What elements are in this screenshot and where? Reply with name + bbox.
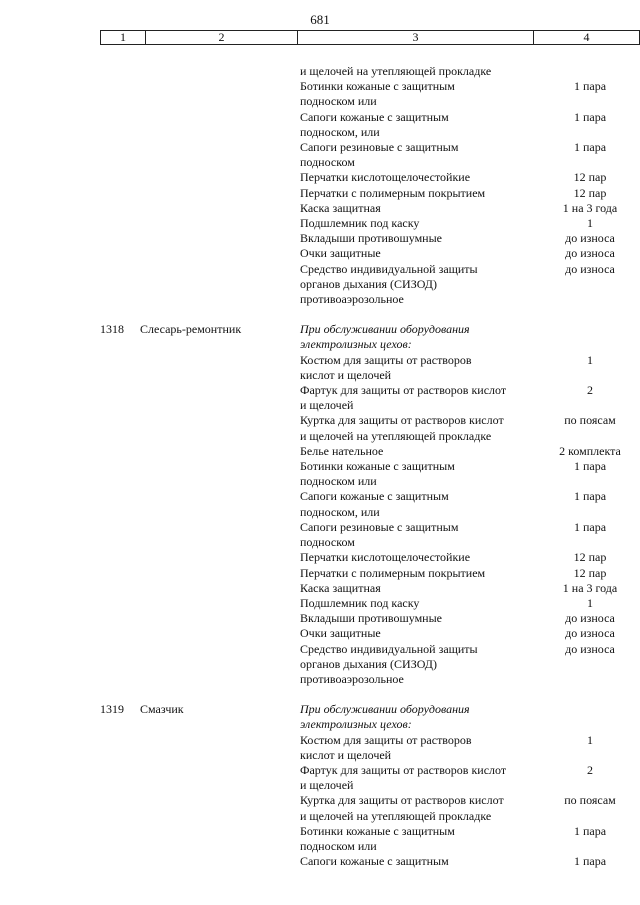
equipment-item: Фартук для защиты от растворов кислот (300, 383, 507, 398)
profession-name (140, 642, 300, 657)
profession-name (140, 474, 300, 489)
equipment-item: Перчатки кислотощелочестойкие (300, 550, 471, 565)
table-row (0, 337, 640, 352)
header-col-2: 2 (146, 31, 298, 44)
item-number (100, 246, 140, 261)
item-number (100, 231, 140, 246)
equipment-item: подноском (300, 155, 355, 170)
item-number (100, 292, 140, 307)
equipment-item: и щелочей на утепляющей прокладке (300, 64, 492, 78)
table-row (0, 353, 640, 368)
equipment-quantity (545, 94, 635, 109)
table-row (0, 550, 640, 565)
item-number (100, 110, 140, 125)
equipment-item: При обслуживании оборудования (300, 322, 470, 337)
profession-name (140, 626, 300, 641)
profession-name (140, 262, 300, 277)
item-number (100, 125, 140, 140)
item-number (100, 839, 140, 854)
equipment-item: При обслуживании оборудования (300, 702, 470, 717)
table-row (0, 110, 640, 125)
table-row (0, 596, 640, 611)
equipment-quantity (545, 809, 635, 824)
equipment-quantity: по поясам (564, 793, 616, 808)
equipment-quantity: 2 комплекта (559, 443, 621, 458)
table-row (0, 809, 640, 824)
equipment-item: Перчатки с полимерным покрытием (300, 565, 486, 580)
equipment-quantity: 1 пара (573, 79, 607, 94)
table-row (0, 186, 640, 201)
table-body (0, 64, 640, 869)
item-number (100, 672, 140, 687)
equipment-quantity (545, 64, 635, 79)
table-row (0, 246, 640, 261)
equipment-item: Подшлемник под каску (300, 216, 420, 231)
table-row (0, 459, 640, 474)
item-number (100, 733, 140, 748)
item-number (100, 201, 140, 216)
item-number (100, 216, 140, 231)
profession-name (140, 429, 300, 444)
profession-name (140, 809, 300, 824)
equipment-quantity: 1 (587, 732, 593, 747)
profession-name (140, 94, 300, 109)
table-row (0, 793, 640, 808)
profession-name (140, 550, 300, 565)
equipment-item: подноском или (300, 838, 377, 853)
equipment-item: подноском, или (300, 124, 380, 139)
profession-name (140, 489, 300, 504)
equipment-quantity: до износа (565, 626, 615, 641)
item-number (100, 566, 140, 581)
profession-name (140, 64, 300, 79)
profession-name (140, 140, 300, 155)
profession-name: Смазчик (140, 702, 184, 717)
profession-name (140, 505, 300, 520)
table-row (0, 413, 640, 428)
profession-name (140, 201, 300, 216)
equipment-quantity (545, 702, 635, 717)
profession-name (140, 170, 300, 185)
equipment-quantity: 1 на 3 года (562, 580, 618, 595)
equipment-item: противоаэрозольное (300, 292, 404, 307)
equipment-quantity (545, 748, 635, 763)
item-number (100, 642, 140, 657)
equipment-item: Куртка для защиты от растворов кислот (300, 793, 504, 808)
table-row (0, 125, 640, 140)
equipment-item: Вкладыши противошумные (300, 611, 442, 626)
item-number (100, 626, 140, 641)
table-row (0, 505, 640, 520)
table-row (0, 322, 640, 337)
item-number (100, 778, 140, 793)
equipment-item: Костюм для защиты от растворов (300, 352, 472, 367)
item-number (100, 550, 140, 565)
equipment-quantity: 1 пара (573, 519, 607, 534)
profession-name (140, 535, 300, 550)
table-row (0, 626, 640, 641)
equipment-item: Очки защитные (300, 626, 381, 641)
item-number (100, 748, 140, 763)
table-row (0, 170, 640, 185)
item-number: 1318 (100, 322, 124, 337)
item-number: 1319 (100, 702, 124, 717)
table-row (0, 383, 640, 398)
row-spacer (0, 687, 640, 702)
item-number (100, 459, 140, 474)
item-number (100, 262, 140, 277)
page-number: 681 (310, 12, 330, 27)
profession-name (140, 246, 300, 261)
item-number (100, 353, 140, 368)
equipment-quantity: до износа (565, 231, 615, 246)
table-row (0, 231, 640, 246)
equipment-quantity (545, 672, 635, 687)
header-col-4: 4 (583, 30, 590, 44)
item-number (100, 581, 140, 596)
equipment-item: органов дыхания (СИЗОД) (300, 276, 437, 291)
equipment-quantity: 12 пар (573, 185, 607, 200)
equipment-quantity: до износа (565, 641, 615, 656)
equipment-quantity (545, 398, 635, 413)
item-number (100, 79, 140, 94)
equipment-quantity (545, 322, 635, 337)
equipment-quantity (545, 474, 635, 489)
row-spacer (0, 307, 640, 322)
equipment-quantity (545, 292, 635, 307)
item-number (100, 170, 140, 185)
table-row (0, 398, 640, 413)
equipment-quantity: 12 пар (573, 565, 607, 580)
profession-name (140, 733, 300, 748)
item-number (100, 398, 140, 413)
equipment-quantity: 1 пара (573, 854, 607, 869)
profession-name (140, 110, 300, 125)
profession-name (140, 459, 300, 474)
equipment-quantity (545, 277, 635, 292)
equipment-item: Вкладыши противошумные (300, 231, 442, 246)
item-number (100, 368, 140, 383)
profession-name (140, 413, 300, 428)
item-number (100, 94, 140, 109)
equipment-quantity (545, 337, 635, 352)
table-row (0, 778, 640, 793)
equipment-quantity (545, 155, 635, 170)
table-row (0, 642, 640, 657)
item-number (100, 854, 140, 869)
equipment-item: Ботинки кожаные с защитным (300, 79, 455, 94)
item-number (100, 611, 140, 626)
table-row (0, 839, 640, 854)
equipment-item: Сапоги резиновые с защитным (300, 519, 459, 534)
equipment-quantity: 1 пара (573, 489, 607, 504)
table-header (100, 30, 640, 45)
item-number (100, 520, 140, 535)
item-number (100, 793, 140, 808)
item-number (100, 383, 140, 398)
equipment-item: Белье нательное (300, 443, 384, 458)
item-number (100, 429, 140, 444)
equipment-quantity (545, 717, 635, 732)
equipment-item: подноском или (300, 94, 377, 109)
equipment-quantity: до износа (565, 246, 615, 261)
profession-name (140, 292, 300, 307)
profession-name (140, 398, 300, 413)
profession-name (140, 657, 300, 672)
equipment-item: кислот и щелочей (300, 367, 392, 382)
table-row (0, 566, 640, 581)
profession-name (140, 839, 300, 854)
profession-name (140, 763, 300, 778)
equipment-quantity (545, 535, 635, 550)
table-row (0, 657, 640, 672)
table-row (0, 717, 640, 732)
table-row (0, 277, 640, 292)
profession-name (140, 854, 300, 869)
equipment-quantity: 2 (587, 383, 593, 398)
equipment-item: Перчатки с полимерным покрытием (300, 185, 486, 200)
table-row (0, 79, 640, 94)
table-row (0, 474, 640, 489)
profession-name (140, 824, 300, 839)
profession-name (140, 748, 300, 763)
equipment-quantity: 1 (587, 216, 593, 231)
table-row (0, 444, 640, 459)
profession-name (140, 566, 300, 581)
equipment-item: и щелочей (300, 778, 354, 793)
equipment-quantity: 12 пар (573, 170, 607, 185)
equipment-item: электролизных цехов: (300, 717, 412, 732)
equipment-item: и щелочей (300, 398, 354, 413)
table-row (0, 140, 640, 155)
equipment-item: электролизных цехов: (300, 337, 412, 352)
equipment-item: Средство индивидуальной защиты (300, 641, 478, 656)
equipment-quantity: 1 пара (573, 140, 607, 155)
equipment-quantity: по поясам (564, 413, 616, 428)
table-row (0, 216, 640, 231)
table-row (0, 429, 640, 444)
equipment-item: Сапоги кожаные с защитным (300, 489, 449, 504)
item-number (100, 337, 140, 352)
profession-name (140, 216, 300, 231)
table-row (0, 201, 640, 216)
equipment-item: Ботинки кожаные с защитным (300, 823, 455, 838)
table-row (0, 368, 640, 383)
profession-name (140, 368, 300, 383)
equipment-quantity (545, 429, 635, 444)
equipment-item: кислот и щелочей (300, 747, 392, 762)
item-number (100, 155, 140, 170)
table-row (0, 748, 640, 763)
equipment-quantity: 1 на 3 года (562, 200, 618, 215)
profession-name (140, 778, 300, 793)
table-row (0, 611, 640, 626)
table-row (0, 672, 640, 687)
table-row (0, 854, 640, 869)
equipment-quantity (545, 839, 635, 854)
item-number (100, 186, 140, 201)
item-number (100, 474, 140, 489)
profession-name (140, 581, 300, 596)
profession-name (140, 383, 300, 398)
profession-name (140, 444, 300, 459)
table-row (0, 733, 640, 748)
item-number (100, 64, 140, 79)
profession-name (140, 793, 300, 808)
equipment-item: противоаэрозольное (300, 671, 404, 686)
item-number (100, 505, 140, 520)
equipment-item: Сапоги кожаные с защитным (300, 854, 449, 869)
item-number (100, 489, 140, 504)
equipment-quantity: 1 пара (573, 459, 607, 474)
item-number (100, 763, 140, 778)
table-row (0, 489, 640, 504)
table-row (0, 763, 640, 778)
profession-name (140, 520, 300, 535)
item-number (100, 277, 140, 292)
equipment-item: Средство индивидуальной защиты (300, 261, 478, 276)
equipment-quantity: 2 (587, 762, 593, 777)
profession-name (140, 353, 300, 368)
item-number (100, 444, 140, 459)
equipment-item: Фартук для защиты от растворов кислот (300, 762, 507, 777)
table-row (0, 702, 640, 717)
equipment-item: Очки защитные (300, 246, 381, 261)
item-number (100, 824, 140, 839)
profession-name (140, 672, 300, 687)
profession-name (140, 125, 300, 140)
profession-name (140, 155, 300, 170)
equipment-item: органов дыхания (СИЗОД) (300, 656, 437, 671)
profession-name (140, 186, 300, 201)
item-number (100, 657, 140, 672)
table-row (0, 520, 640, 535)
profession-name (140, 231, 300, 246)
equipment-item: Каска защитная (300, 580, 381, 595)
item-number (100, 413, 140, 428)
equipment-item: и щелочей на утепляющей прокладке (300, 808, 492, 823)
item-number (100, 140, 140, 155)
table-row (0, 262, 640, 277)
equipment-item: Сапоги резиновые с защитным (300, 140, 459, 155)
equipment-quantity: до износа (565, 611, 615, 626)
equipment-item: подноском (300, 535, 355, 550)
equipment-quantity (545, 778, 635, 793)
header-col-1: 1 (101, 31, 146, 44)
equipment-item: Костюм для защиты от растворов (300, 732, 472, 747)
equipment-item: Куртка для защиты от растворов кислот (300, 413, 504, 428)
table-row (0, 64, 640, 79)
equipment-quantity (545, 368, 635, 383)
equipment-quantity: 1 пара (573, 109, 607, 124)
equipment-quantity: до износа (565, 261, 615, 276)
profession-name: Слесарь-ремонтник (140, 322, 242, 337)
table-row (0, 824, 640, 839)
profession-name (140, 596, 300, 611)
profession-name (140, 611, 300, 626)
equipment-quantity (545, 125, 635, 140)
equipment-quantity (545, 657, 635, 672)
table-row (0, 94, 640, 109)
profession-name (140, 717, 300, 732)
equipment-quantity: 1 (587, 352, 593, 367)
item-number (100, 717, 140, 732)
header-col-3: 3 (298, 31, 534, 44)
equipment-item: Подшлемник под каску (300, 595, 420, 610)
profession-name (140, 79, 300, 94)
equipment-quantity: 1 пара (573, 823, 607, 838)
equipment-quantity: 1 (587, 595, 593, 610)
equipment-item: Ботинки кожаные с защитным (300, 459, 455, 474)
table-row (0, 535, 640, 550)
table-row (0, 155, 640, 170)
equipment-item: Каска защитная (300, 200, 381, 215)
table-row (0, 581, 640, 596)
equipment-item: Сапоги кожаные с защитным (300, 109, 449, 124)
item-number (100, 535, 140, 550)
item-number (100, 596, 140, 611)
profession-name (140, 277, 300, 292)
equipment-quantity: 12 пар (573, 550, 607, 565)
equipment-item: подноском или (300, 474, 377, 489)
equipment-item: и щелочей на утепляющей прокладке (300, 428, 492, 443)
profession-name (140, 337, 300, 352)
equipment-quantity (545, 505, 635, 520)
table-row (0, 292, 640, 307)
equipment-item: подноском, или (300, 504, 380, 519)
equipment-item: Перчатки кислотощелочестойкие (300, 170, 471, 185)
item-number (100, 809, 140, 824)
